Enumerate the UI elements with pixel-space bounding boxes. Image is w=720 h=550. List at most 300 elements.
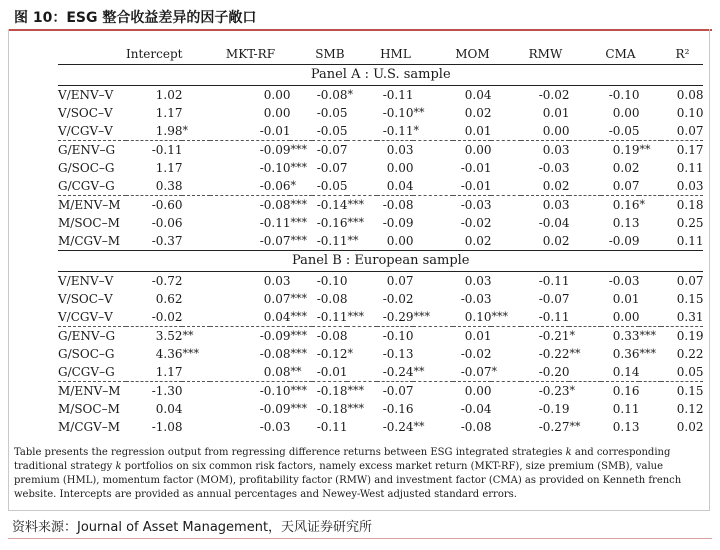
significance-stars	[639, 382, 661, 401]
coefficient-cell: -0.18	[316, 402, 348, 416]
significance-stars: **	[569, 347, 581, 360]
row-label: G/ENV–G	[58, 327, 126, 346]
coefficient-cell: -0.22	[538, 347, 570, 361]
column-header-mom: MOM	[453, 44, 491, 65]
column-header-cma: CMA	[601, 44, 639, 65]
coefficient-cell: -0.20	[538, 365, 570, 379]
r-squared-cell: 0.31	[676, 310, 704, 324]
coefficient-cell: -0.10	[377, 327, 413, 346]
r-squared-cell: 0.18	[661, 196, 703, 215]
column-header-smb: SMB	[312, 44, 347, 65]
r-squared-cell: 0.22	[676, 347, 704, 361]
significance-stars: ***	[639, 347, 656, 360]
significance-stars: ***	[290, 347, 307, 360]
significance-stars: ***	[491, 310, 508, 323]
coefficient-cell: 0.11	[612, 402, 640, 416]
coefficient-cell: -0.60	[126, 196, 182, 215]
figure-header	[8, 3, 712, 31]
significance-stars	[290, 86, 312, 105]
r-squared-cell: 0.08	[676, 88, 704, 102]
row-label: V/CGV–V	[58, 124, 113, 138]
coefficient-cell: 0.02	[542, 234, 570, 248]
coefficient-cell: 0.00	[612, 310, 640, 324]
significance-stars	[182, 177, 210, 196]
significance-stars	[569, 290, 601, 308]
coefficient-cell: -0.08	[316, 292, 348, 306]
coefficient-cell: 0.03	[263, 274, 291, 288]
row-label: M/ENV–M	[58, 382, 126, 401]
panel-title-row	[58, 65, 703, 86]
significance-stars: **	[413, 420, 425, 433]
coefficient-cell: 0.33	[601, 327, 639, 346]
coefficient-cell: -0.14	[312, 196, 347, 215]
coefficient-cell: -0.08	[377, 196, 413, 215]
coefficient-cell: 0.00	[386, 234, 414, 248]
coefficient-cell: 0.04	[263, 310, 291, 324]
notes-part-3: portfolios on six common risk factors, namely excess market return (MKT-RF), size premium (SMB), value premium (HML), momentum factor (MOM), profitability factor (RMW) and investment factor (CMA) as provided on Kenneth french website. Intercepts are provided as annual percentages and Newey-West adjusted standard errors.	[14, 461, 682, 500]
table-row	[58, 363, 703, 382]
significance-stars: ***	[347, 216, 364, 229]
table-row	[58, 418, 703, 436]
coefficient-cell: 0.38	[155, 179, 183, 193]
coefficient-cell: -0.11	[538, 274, 570, 288]
significance-stars	[639, 308, 661, 327]
coefficient-cell: -0.10	[316, 274, 348, 288]
significance-stars: **	[347, 234, 359, 247]
significance-stars	[491, 104, 521, 122]
row-label: M/SOC–M	[58, 402, 120, 416]
panel-title: Panel A : U.S. sample	[58, 65, 703, 86]
coefficient-cell: 3.52	[126, 327, 182, 346]
significance-stars: ***	[290, 310, 307, 323]
coefficient-cell: -0.08	[210, 196, 290, 215]
coefficient-cell: 1.02	[155, 88, 183, 102]
significance-stars	[347, 122, 377, 141]
coefficient-cell: 0.62	[155, 292, 183, 306]
significance-stars	[182, 141, 210, 160]
row-label: V/CGV–V	[58, 310, 113, 324]
significance-stars: ***	[290, 216, 307, 229]
coefficient-cell: 0.04	[386, 179, 414, 193]
significance-stars: *	[347, 88, 353, 101]
coefficient-cell: 0.00	[612, 106, 640, 120]
significance-stars: *	[290, 179, 296, 192]
significance-stars	[639, 400, 661, 418]
coefficient-cell: 0.16	[601, 196, 639, 215]
coefficient-cell: 0.03	[464, 274, 492, 288]
significance-stars	[182, 86, 210, 105]
significance-stars: ***	[290, 292, 307, 305]
coefficient-cell: -0.05	[608, 124, 640, 138]
column-header-intercept: Intercept	[126, 44, 182, 65]
significance-stars	[347, 327, 377, 346]
coefficient-cell: -0.29	[382, 310, 414, 324]
coefficient-cell: 0.36	[612, 347, 640, 361]
coefficient-cell: -0.11	[316, 234, 348, 248]
coefficient-cell: -0.13	[382, 347, 414, 361]
coefficient-cell: 0.00	[263, 106, 291, 120]
significance-stars	[569, 272, 601, 291]
significance-stars	[182, 232, 210, 251]
table-row	[58, 382, 703, 401]
coefficient-cell: -0.11	[382, 124, 414, 138]
table-notes	[14, 446, 704, 502]
significance-stars	[413, 214, 453, 232]
coefficient-cell: -0.37	[151, 234, 183, 248]
significance-stars	[491, 327, 521, 346]
coefficient-cell: 0.04	[155, 402, 183, 416]
r-squared-cell: 0.05	[676, 365, 704, 379]
coefficient-cell: 0.00	[453, 141, 491, 160]
table-row	[58, 400, 703, 418]
coefficient-cell: 0.01	[453, 327, 491, 346]
significance-stars	[413, 86, 453, 105]
coefficient-cell: 1.17	[155, 365, 183, 379]
coefficient-cell: 0.00	[263, 88, 291, 102]
coefficient-cell: -0.01	[316, 365, 348, 379]
row-label: M/ENV–M	[58, 196, 126, 215]
significance-stars	[491, 232, 521, 251]
significance-stars	[413, 345, 453, 363]
row-label: G/SOC–G	[58, 347, 115, 361]
significance-stars: ***	[290, 141, 312, 160]
significance-stars	[639, 232, 661, 251]
table-row	[58, 122, 703, 141]
coefficient-cell: -0.01	[460, 179, 492, 193]
significance-stars: *	[347, 347, 353, 360]
coefficient-cell: 0.01	[612, 292, 640, 306]
significance-stars	[347, 290, 377, 308]
r-squared-cell: 0.12	[676, 402, 704, 416]
coefficient-cell: -0.08	[316, 88, 348, 102]
coefficient-cell: -0.06	[259, 179, 291, 193]
r-squared-cell: 0.15	[661, 382, 703, 401]
significance-stars	[639, 122, 661, 141]
coefficient-cell: -0.04	[538, 216, 570, 230]
significance-stars: *	[639, 196, 661, 215]
coefficient-cell: -0.16	[382, 402, 414, 416]
row-label: M/SOC–M	[58, 216, 120, 230]
table-row	[58, 345, 703, 363]
significance-stars: *	[491, 365, 497, 378]
significance-stars: *	[182, 124, 188, 137]
coefficient-cell: -0.02	[460, 216, 492, 230]
coefficient-cell: -0.07	[377, 382, 413, 401]
significance-stars: **	[413, 365, 425, 378]
significance-stars: ***	[290, 234, 307, 247]
coefficient-cell: -0.11	[316, 310, 348, 324]
coefficient-cell: 0.07	[263, 292, 291, 306]
significance-stars	[639, 86, 661, 105]
coefficient-cell: -0.07	[312, 141, 347, 160]
coefficient-cell: 1.98	[155, 124, 183, 138]
coefficient-cell: 0.19	[601, 141, 639, 160]
coefficient-cell: 0.07	[386, 274, 414, 288]
significance-stars: ***	[413, 310, 430, 323]
regression-table-body	[58, 44, 703, 436]
coefficient-cell: -0.09	[382, 216, 414, 230]
notes-k-1: k	[565, 447, 572, 458]
significance-stars	[491, 196, 521, 215]
column-header-hml: HML	[377, 44, 413, 65]
coefficient-cell: -0.03	[453, 196, 491, 215]
significance-stars	[569, 196, 601, 215]
row-label: V/SOC–V	[58, 106, 113, 120]
table-row	[58, 159, 703, 177]
coefficient-cell: -0.10	[382, 106, 414, 120]
significance-stars	[413, 382, 453, 401]
coefficient-cell: 0.01	[464, 124, 492, 138]
table-row	[58, 196, 703, 215]
significance-stars: ***	[290, 161, 307, 174]
row-label-header	[58, 44, 126, 65]
coefficient-cell: -0.07	[259, 234, 291, 248]
notes-part-2: and corresponding traditional strategy	[14, 447, 671, 472]
significance-stars	[413, 290, 453, 308]
significance-stars: ***	[639, 327, 661, 346]
coefficient-cell: -0.09	[259, 402, 291, 416]
coefficient-cell: 0.03	[521, 196, 569, 215]
row-label: V/ENV–V	[58, 274, 114, 288]
coefficient-cell: 0.02	[542, 179, 570, 193]
significance-stars: **	[569, 420, 581, 433]
coefficient-cell: 0.02	[464, 234, 492, 248]
coefficient-cell: -0.27	[538, 420, 570, 434]
significance-stars	[639, 177, 661, 196]
coefficient-cell: 0.02	[464, 106, 492, 120]
coefficient-cell: 0.07	[612, 179, 640, 193]
r-squared-cell: 0.11	[676, 234, 704, 248]
significance-stars	[569, 177, 601, 196]
coefficient-cell: 4.36	[155, 347, 183, 361]
significance-stars	[639, 214, 661, 232]
significance-stars	[413, 272, 453, 291]
significance-stars	[569, 159, 601, 177]
regression-table	[58, 44, 703, 436]
significance-stars	[491, 345, 521, 363]
coefficient-cell: -0.02	[538, 88, 570, 102]
significance-stars	[347, 104, 377, 122]
significance-stars: *	[413, 124, 419, 137]
r-squared-cell: 0.02	[676, 420, 704, 434]
coefficient-cell: -0.07	[460, 365, 492, 379]
coefficient-cell: 0.16	[601, 382, 639, 401]
significance-stars	[347, 363, 377, 382]
significance-stars	[413, 232, 453, 251]
significance-stars	[182, 196, 210, 215]
coefficient-cell: 0.03	[377, 141, 413, 160]
coefficient-cell: -1.30	[126, 382, 182, 401]
significance-stars	[413, 327, 453, 346]
significance-stars	[491, 214, 521, 232]
significance-stars	[290, 104, 312, 122]
significance-stars: *	[569, 327, 601, 346]
significance-stars	[491, 86, 521, 105]
significance-stars: ***	[347, 402, 364, 415]
significance-stars	[569, 141, 601, 160]
significance-stars	[182, 290, 210, 308]
row-label: G/CGV–G	[58, 179, 115, 193]
coefficient-cell: -0.04	[460, 402, 492, 416]
coefficient-cell: -0.11	[259, 216, 291, 230]
coefficient-cell: -0.11	[538, 310, 570, 324]
table-row	[58, 177, 703, 196]
significance-stars	[347, 141, 377, 160]
significance-stars	[347, 272, 377, 291]
coefficient-cell: -0.09	[608, 234, 640, 248]
significance-stars	[569, 214, 601, 232]
coefficient-cell: -0.10	[210, 382, 290, 401]
coefficient-cell: -0.23	[521, 382, 569, 401]
r-squared-cell: 0.07	[676, 274, 704, 288]
significance-stars	[639, 272, 661, 291]
significance-stars: ***	[290, 402, 307, 415]
coefficient-cell: -0.08	[312, 327, 347, 346]
r-squared-cell: 0.10	[676, 106, 704, 120]
r-squared-cell: 0.25	[676, 216, 704, 230]
table-row	[58, 104, 703, 122]
r-squared-cell: 0.11	[676, 161, 704, 175]
coefficient-cell: -0.01	[460, 161, 492, 175]
column-header-r2: R²	[661, 44, 703, 65]
significance-stars	[413, 177, 453, 196]
r-squared-cell: 0.03	[676, 179, 704, 193]
coefficient-cell: -0.03	[538, 161, 570, 175]
significance-stars: ***	[347, 196, 377, 215]
figure-title: 图 10：ESG 整合收益差异的因子敞口	[14, 10, 257, 26]
row-label: V/ENV–V	[58, 88, 114, 102]
significance-stars: **	[639, 141, 661, 160]
panel-title-row	[58, 251, 703, 272]
coefficient-cell: -0.08	[259, 347, 291, 361]
coefficient-cell: -0.05	[316, 179, 348, 193]
coefficient-cell: 0.14	[612, 365, 640, 379]
coefficient-cell: -0.06	[151, 216, 183, 230]
significance-stars: **	[290, 365, 302, 378]
table-row	[58, 141, 703, 160]
significance-stars	[347, 418, 377, 436]
significance-stars: *	[569, 382, 601, 401]
significance-stars	[347, 177, 377, 196]
significance-stars: ***	[182, 347, 199, 360]
coefficient-cell: -0.18	[312, 382, 347, 401]
coefficient-cell: 0.00	[542, 124, 570, 138]
coefficient-cell: -0.11	[382, 88, 414, 102]
table-row	[58, 272, 703, 291]
coefficient-cell: -0.02	[382, 292, 414, 306]
r-squared-cell: 0.19	[661, 327, 703, 346]
significance-stars	[182, 308, 210, 327]
coefficient-cell: -0.05	[316, 124, 348, 138]
significance-stars	[491, 418, 521, 436]
significance-stars	[569, 232, 601, 251]
panel-title: Panel B : European sample	[58, 251, 703, 272]
significance-stars	[413, 196, 453, 215]
coefficient-cell: -0.03	[259, 420, 291, 434]
coefficient-cell: -0.08	[460, 420, 492, 434]
significance-stars	[491, 382, 521, 401]
significance-stars	[182, 418, 210, 436]
bottom-rule	[8, 538, 712, 539]
coefficient-cell: 0.01	[542, 106, 570, 120]
significance-stars: ***	[290, 196, 312, 215]
r-squared-cell: 0.15	[676, 292, 704, 306]
significance-stars	[569, 104, 601, 122]
row-label: G/ENV–G	[58, 141, 126, 160]
coefficient-cell: -0.02	[151, 310, 183, 324]
coefficient-cell: -0.07	[316, 161, 348, 175]
significance-stars	[639, 290, 661, 308]
notes-part-1: Table presents the regression output from regressing difference returns between ESG integrated strategies	[14, 447, 566, 458]
significance-stars	[491, 159, 521, 177]
coefficient-cell: -0.19	[538, 402, 570, 416]
coefficient-cell: 1.17	[155, 106, 183, 120]
coefficient-cell: -0.03	[460, 292, 492, 306]
r-squared-cell: 0.07	[676, 124, 704, 138]
coefficient-cell: -0.24	[382, 420, 414, 434]
significance-stars: ***	[290, 382, 312, 401]
table-row	[58, 86, 703, 105]
column-header-rmw: RMW	[521, 44, 569, 65]
coefficient-cell: -0.10	[608, 88, 640, 102]
table-row	[58, 308, 703, 327]
coefficient-cell: -0.05	[316, 106, 348, 120]
table-row	[58, 214, 703, 232]
significance-stars	[182, 382, 210, 401]
coefficient-cell: -0.02	[460, 347, 492, 361]
coefficient-cell: -0.21	[521, 327, 569, 346]
significance-stars: ***	[290, 327, 312, 346]
coefficient-cell: 0.03	[521, 141, 569, 160]
source-line: 资料来源：Journal of Asset Management，天风证券研究所	[12, 520, 373, 535]
table-row	[58, 290, 703, 308]
significance-stars: **	[182, 327, 210, 346]
coefficient-cell: -0.01	[259, 124, 291, 138]
significance-stars	[347, 159, 377, 177]
significance-stars	[290, 418, 312, 436]
coefficient-cell: 0.10	[464, 310, 492, 324]
row-label: M/CGV–M	[58, 234, 121, 248]
row-label: V/SOC–V	[58, 292, 113, 306]
notes-k-2: k	[115, 461, 122, 472]
coefficient-cell: -0.03	[608, 274, 640, 288]
column-header-row	[58, 44, 703, 65]
significance-stars: **	[413, 106, 425, 119]
significance-stars: ***	[347, 310, 364, 323]
significance-stars	[569, 363, 601, 382]
coefficient-cell: -0.09	[210, 327, 290, 346]
significance-stars	[491, 272, 521, 291]
significance-stars	[182, 104, 210, 122]
significance-stars	[290, 122, 312, 141]
significance-stars	[639, 418, 661, 436]
coefficient-cell: -0.11	[316, 420, 348, 434]
coefficient-cell: -0.72	[151, 274, 183, 288]
significance-stars	[569, 122, 601, 141]
significance-stars	[413, 159, 453, 177]
table-row	[58, 327, 703, 346]
significance-stars	[182, 272, 210, 291]
coefficient-cell: 0.00	[453, 382, 491, 401]
significance-stars	[639, 363, 661, 382]
significance-stars	[639, 159, 661, 177]
column-header-mkt-rf: MKT-RF	[210, 44, 290, 65]
row-label: G/SOC–G	[58, 161, 115, 175]
significance-stars	[491, 122, 521, 141]
coefficient-cell: -0.12	[316, 347, 348, 361]
coefficient-cell: 0.13	[612, 216, 640, 230]
coefficient-cell: -0.07	[538, 292, 570, 306]
